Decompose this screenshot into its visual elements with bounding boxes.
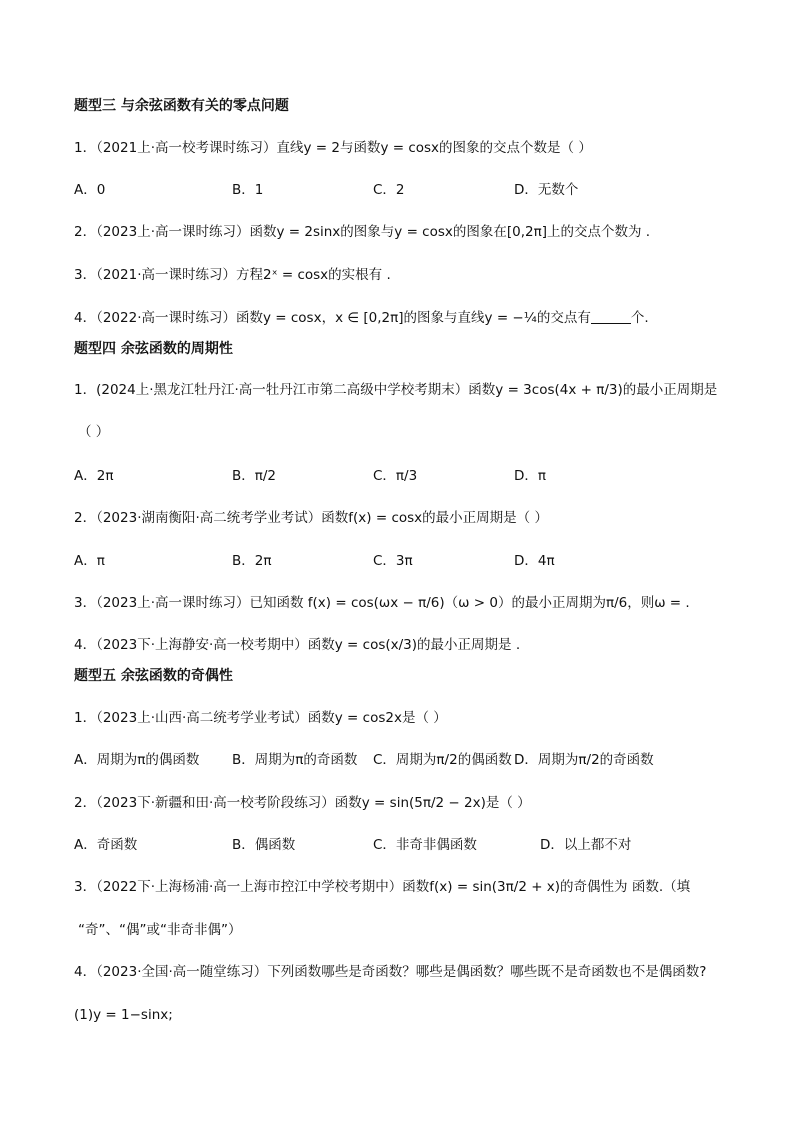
s3-q2-text: 2．（2023上·高一课时练习）函数y = 2sinx的图象与y = cosx的图象在[0,2π]上的交点个数为 . [74, 224, 651, 240]
s4-q1-text: 1．(2024上·黑龙江牡丹江·高一牡丹江市第二高级中学校考期末）函数y = 3cos(4x + π/3)的最小正周期是 [74, 382, 718, 398]
s5-q1-option-b[interactable]: B．周期为π的奇函数 [232, 752, 358, 768]
s5-q1-option-d[interactable]: D．周期为π/2的奇函数 [514, 752, 654, 768]
s5-q2-option-d[interactable]: D．以上都不对 [540, 837, 632, 853]
s5-q2-option-a[interactable]: A．奇函数 [74, 837, 138, 853]
s3-q1-option-b[interactable]: B．1 [232, 182, 264, 198]
section-4-title: 题型四 余弦函数的周期性 [74, 341, 233, 357]
s4-q1-option-a[interactable]: A．2π [74, 468, 114, 484]
s5-q4-text: 4．（2023·全国·高一随堂练习）下列函数哪些是奇函数？哪些是偶函数？哪些既不是奇函数也不是偶函数? [74, 964, 707, 980]
s4-q2-option-c[interactable]: C．3π [373, 553, 413, 569]
s3-q1-text: 1．（2021上·高一校考课时练习）直线y = 2与函数y = cosx的图象的交点个数是（ ） [74, 140, 592, 156]
s5-q2-text: 2．（2023下·新疆和田·高一校考阶段练习）函数y = sin(5π/2 − 2x)是（ ） [74, 795, 531, 811]
s4-q1-option-b[interactable]: B．π/2 [232, 468, 277, 484]
s4-q2-option-d[interactable]: D．4π [514, 553, 555, 569]
s4-q2-text: 2．（2023·湖南衡阳·高二统考学业考试）函数f(x) = cosx的最小正周期是（ ） [74, 510, 548, 526]
s4-q1-option-d[interactable]: D．π [514, 468, 547, 484]
s4-q1-cont: （ ） [78, 424, 110, 440]
s3-q4-blank[interactable] [591, 309, 631, 324]
s5-q4-sub1: (1)y = 1−sinx; [74, 1007, 173, 1023]
s5-q3-text: 3．（2022下·上海杨浦·高一上海市控江中学校考期中）函数f(x) = sin(3π/2 + x)的奇偶性为 函数.（填 [74, 879, 691, 895]
s5-q2-option-b[interactable]: B．偶函数 [232, 837, 296, 853]
s4-q2-option-a[interactable]: A．π [74, 553, 105, 569]
s3-q4-suffix: 个. [630, 310, 649, 326]
s4-q1-option-c[interactable]: C．π/3 [373, 468, 418, 484]
s5-q1-text: 1．（2023上·山西·高二统考学业考试）函数y = cos2x是（ ） [74, 710, 447, 726]
s4-q3-text: 3．（2023上·高一课时练习）已知函数 f(x) = cos(ωx − π/6)（ω > 0）的最小正周期为π/6，则ω = . [74, 595, 690, 611]
s3-q1-option-d[interactable]: D．无数个 [514, 182, 579, 198]
section-5-title: 题型五 余弦函数的奇偶性 [74, 668, 233, 684]
section-3-title: 题型三 与余弦函数有关的零点问题 [74, 98, 289, 114]
s3-q3-text: 3．（2021·高一课时练习）方程2ˣ = cosx的实根有 . [74, 267, 391, 283]
s3-q1-option-a[interactable]: A．0 [74, 182, 106, 198]
s4-q2-option-b[interactable]: B．2π [232, 553, 272, 569]
s5-q3-cont: “奇”、“偶”或“非奇非偶”） [78, 922, 242, 938]
s4-q4-text: 4．（2023下·上海静安·高一校考期中）函数y = cos(x/3)的最小正周期是 . [74, 637, 521, 653]
s5-q2-option-c[interactable]: C．非奇非偶函数 [373, 837, 477, 853]
s3-q1-option-c[interactable]: C．2 [373, 182, 405, 198]
s5-q1-option-c[interactable]: C．周期为π/2的偶函数 [373, 752, 512, 768]
s3-q4 [74, 308, 734, 328]
s3-q4-text: 4．（2022·高一课时练习）函数y = cosx，x ∈ [0,2π]的图象与直线y = −¼的交点有 [74, 310, 591, 326]
s5-q1-option-a[interactable]: A．周期为π的偶函数 [74, 752, 200, 768]
